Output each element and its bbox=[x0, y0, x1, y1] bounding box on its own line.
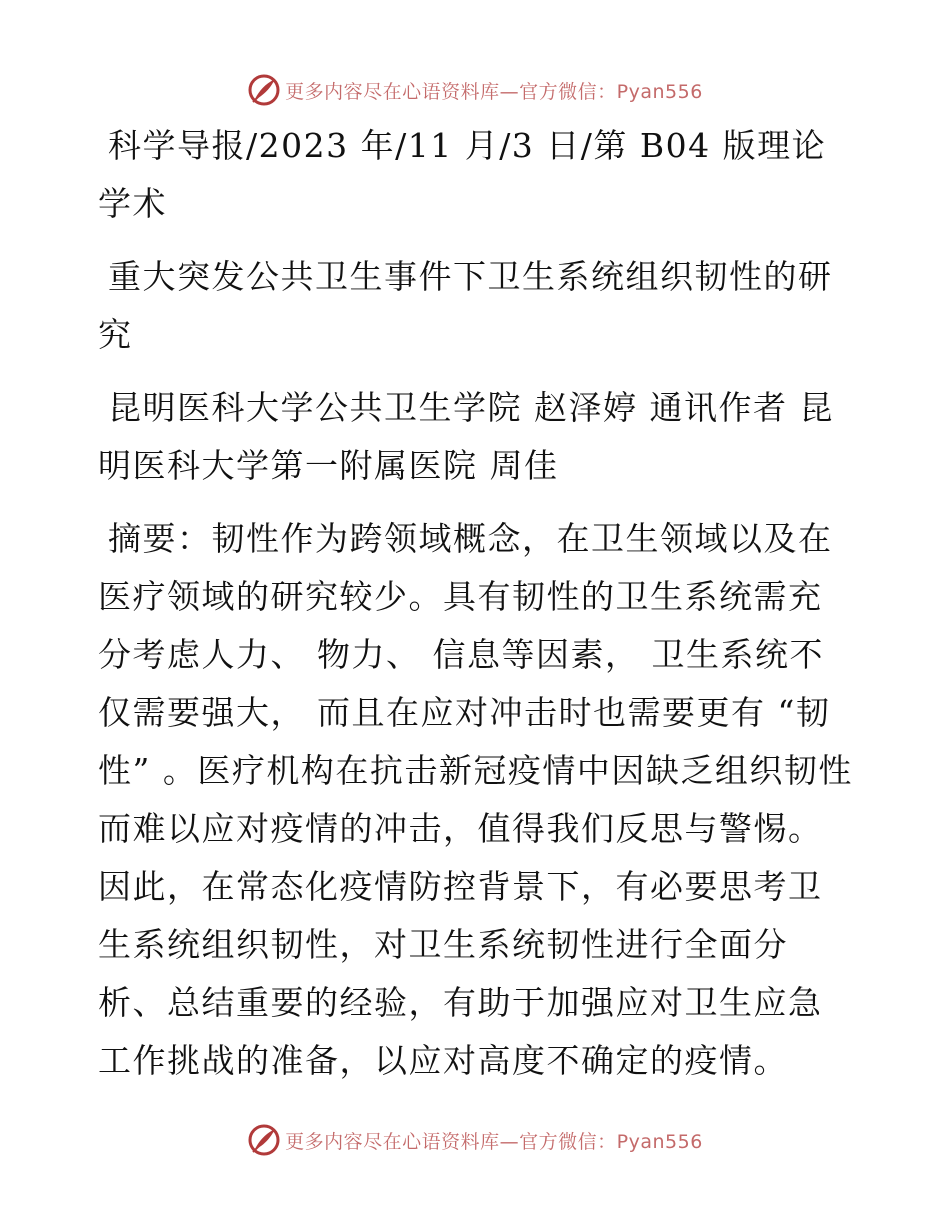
publication-source-line: 科学导报/2023 年/11 月/3 日/第 B04 版理论学术 bbox=[98, 126, 827, 223]
header-banner bbox=[0, 70, 950, 110]
feather-quill-logo-icon bbox=[247, 1123, 281, 1157]
article-title: 重大突发公共卫生事件下卫生系统组织韧性的研究 bbox=[98, 257, 833, 354]
footer-banner bbox=[0, 1120, 950, 1160]
abstract-paragraph: 摘要：韧性作为跨领域概念，在卫生领域以及在医疗领域的研究较少。具有韧性的卫生系统需充分考虑人力、 物力、 信息等因素， 卫生系统不仅需要强大， 而且在应对冲击时也需要更有 “韧性” 。医疗机构在抗击新冠疫情中因缺乏组织韧性而难以应对疫情的冲击，值得我们反思与警惕。因此，在常态化疫情防控背景下，有必要思考卫生系统组织韧性，对卫生系统韧性进行全面分析、总结重要的经验，有助于加强应对卫生应急工作挑战的准备，以应对高度不确定的疫情。 bbox=[98, 519, 853, 1080]
article-body bbox=[98, 117, 853, 1105]
feather-quill-logo-icon bbox=[247, 73, 281, 107]
header-banner-text: 更多内容尽在心语资料库—官方微信：Pyan556 bbox=[285, 80, 703, 103]
author-affiliation-line: 昆明医科大学公共卫生学院 赵泽婷 通讯作者 昆明医科大学第一附属医院 周佳 bbox=[98, 388, 834, 485]
footer-banner-text: 更多内容尽在心语资料库—官方微信：Pyan556 bbox=[285, 1130, 703, 1153]
